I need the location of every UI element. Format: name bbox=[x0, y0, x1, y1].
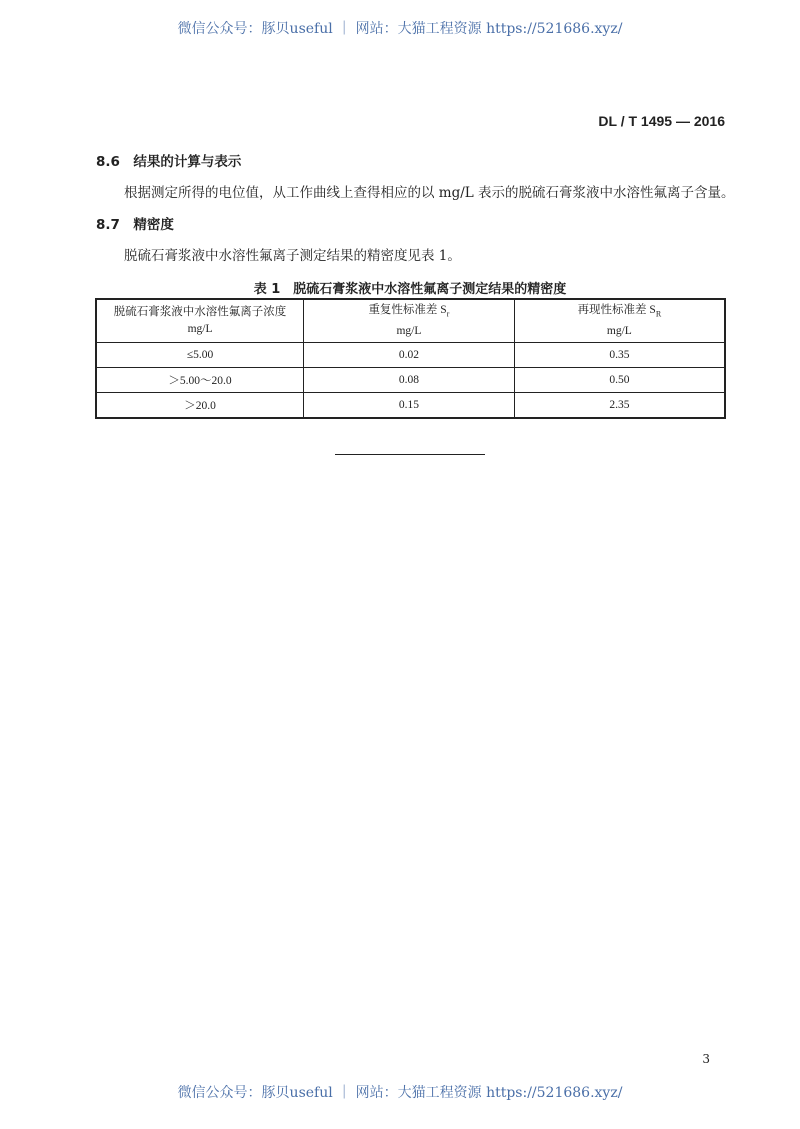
header-unit: mg/L bbox=[606, 324, 632, 337]
section-title: 精密度 bbox=[133, 217, 174, 233]
page-number: 3 bbox=[702, 1052, 710, 1066]
end-rule bbox=[335, 454, 485, 455]
section-title: 结果的计算与表示 bbox=[133, 154, 242, 170]
header-unit: mg/L bbox=[396, 324, 422, 337]
section-8-6-body: 根据测定所得的电位值，从工作曲线上查得相应的以 mg/L 表示的脱硫石膏浆液中水溶性氟离子含量。 bbox=[124, 185, 735, 201]
table-header-row bbox=[96, 299, 725, 343]
section-8-6-heading bbox=[96, 150, 241, 170]
table-cell: 0.50 bbox=[514, 368, 725, 393]
watermark-bottom: 微信公众号：豚贝useful ｜ 网站：大猫工程资源 https://521686.xyz/ bbox=[177, 1085, 623, 1101]
header-subscript: R bbox=[655, 309, 662, 319]
section-number: 8.6 bbox=[96, 154, 120, 170]
table-cell: 0.08 bbox=[304, 368, 515, 393]
table-cell: 0.02 bbox=[304, 343, 515, 368]
precision-table bbox=[95, 298, 726, 419]
header-label: 重复性标准差 S bbox=[368, 304, 447, 317]
table-cell: 0.35 bbox=[514, 343, 725, 368]
watermark-top: 微信公众号：豚贝useful ｜ 网站：大猫工程资源 https://521686.xyz/ bbox=[177, 21, 623, 37]
table-row bbox=[96, 343, 725, 368]
table-caption: 表 1 脱硫石膏浆液中水溶性氟离子测定结果的精密度 bbox=[253, 282, 567, 297]
table-cell: 0.15 bbox=[304, 393, 515, 419]
section-8-7-heading bbox=[96, 213, 174, 233]
header-label: 再现性标准差 S bbox=[577, 304, 656, 317]
header-cell bbox=[514, 299, 725, 343]
standard-code: DL / T 1495 — 2016 bbox=[598, 113, 725, 129]
section-8-7-body: 脱硫石膏浆液中水溶性氟离子测定结果的精密度见表 1。 bbox=[124, 248, 461, 264]
header-subscript: r bbox=[446, 309, 450, 319]
table-cell: 2.35 bbox=[514, 393, 725, 419]
table-cell: ＞20.0 bbox=[96, 393, 304, 419]
table-cell: ≤5.00 bbox=[96, 343, 304, 368]
header-cell bbox=[304, 299, 515, 343]
section-number: 8.7 bbox=[96, 217, 120, 233]
table-cell: ＞5.00～20.0 bbox=[96, 368, 304, 393]
header-unit: mg/L bbox=[187, 323, 213, 335]
table-row bbox=[96, 393, 725, 419]
header-label: 脱硫石膏浆液中水溶性氟离子浓度 bbox=[113, 306, 287, 318]
header-cell bbox=[96, 299, 304, 343]
table-row bbox=[96, 368, 725, 393]
